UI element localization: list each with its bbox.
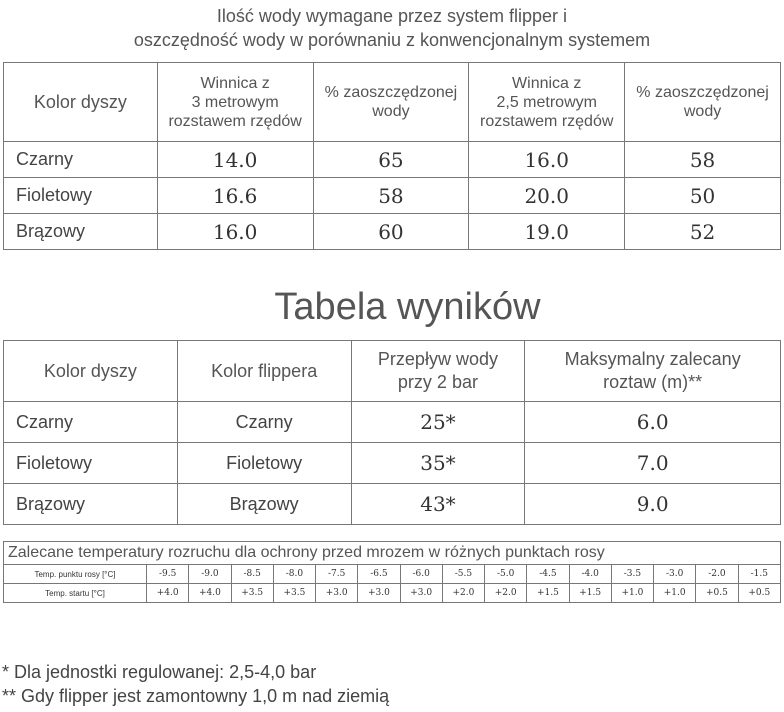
header-vineyard-3m	[157, 63, 313, 142]
row-saved-1-value: 60	[313, 214, 469, 250]
row-saved-2-value: 52	[625, 214, 781, 250]
water-table-header	[4, 63, 781, 142]
start-value: +2.0	[442, 584, 484, 603]
dew-value: -8.5	[231, 565, 273, 584]
header-saved-1-l1: % zaoszczędzonej	[324, 84, 458, 101]
start-value: +1.0	[654, 584, 696, 603]
header-vineyard-3m-l3: rozstawem rzędów	[168, 112, 302, 130]
water-table-title	[0, 4, 784, 52]
header-saved-1-l2: wody	[372, 103, 410, 120]
row-saved-2-value: 58	[625, 142, 781, 178]
row-vineyard-2-5m-value: 19.0	[469, 214, 625, 250]
header-saved-water-2	[625, 63, 781, 142]
dew-value: -7.5	[316, 565, 358, 584]
header-max-spacing	[525, 341, 781, 402]
start-value: +3.0	[316, 584, 358, 603]
header-spacing-l1: Maksymalny zalecany	[564, 349, 741, 369]
water-title-line2: oszczędność wody w porównaniu z konwencjonalnym systemem	[133, 30, 651, 50]
start-value: +0.5	[696, 584, 738, 603]
dew-value: -9.5	[147, 565, 189, 584]
footnote-1: * Dla jednostki regulowanej: 2,5-4,0 bar	[2, 662, 317, 682]
header-saved-2-l1: % zaoszczędzonej	[636, 84, 769, 101]
row-vineyard-2-5m-value: 16.0	[469, 142, 625, 178]
dew-value: -3.5	[611, 565, 653, 584]
header-flipper-color: Kolor flippera	[177, 341, 351, 402]
start-value: +2.0	[485, 584, 527, 603]
footnotes	[2, 660, 389, 708]
start-value: +3.5	[273, 584, 315, 603]
row-flipper-color: Brązowy	[177, 484, 351, 525]
dew-point-label: Temp. punktu rosy [°C]	[4, 565, 147, 584]
header-nozzle-color: Kolor dyszy	[4, 341, 178, 402]
row-max-spacing: 9.0	[525, 484, 781, 525]
frost-dew-row	[4, 565, 781, 584]
header-spacing-l2: roztaw (m)**	[603, 372, 703, 392]
header-flow-l2: przy 2 bar	[397, 372, 478, 392]
table-row	[4, 443, 781, 484]
row-saved-1-value: 58	[313, 178, 469, 214]
row-flipper-color: Czarny	[177, 402, 351, 443]
header-flow-l1: Przepływ wody	[377, 349, 498, 369]
header-saved-2-l2: wody	[683, 103, 722, 120]
dew-value: -4.0	[569, 565, 611, 584]
dew-value: -8.0	[273, 565, 315, 584]
header-vineyard-25-l2: 2,5 metrowym	[496, 93, 597, 111]
row-vineyard-3m-value: 16.0	[157, 214, 313, 250]
water-table	[3, 62, 781, 250]
row-max-spacing: 7.0	[525, 443, 781, 484]
header-saved-water-1	[313, 63, 469, 142]
start-value: +1.0	[611, 584, 653, 603]
dew-value: -5.5	[442, 565, 484, 584]
dew-value: -5.0	[485, 565, 527, 584]
results-table	[3, 340, 781, 525]
row-vineyard-3m-value: 16.6	[157, 178, 313, 214]
row-nozzle-color: Czarny	[4, 402, 178, 443]
row-nozzle-color: Fioletowy	[4, 443, 178, 484]
row-water-flow: 43*	[351, 484, 525, 525]
frost-table	[3, 541, 781, 603]
start-value: +1.5	[569, 584, 611, 603]
row-vineyard-2-5m-value: 20.0	[469, 178, 625, 214]
header-nozzle-color: Kolor dyszy	[4, 63, 158, 142]
results-table-header	[4, 341, 781, 402]
row-nozzle-color: Brązowy	[4, 214, 158, 250]
dew-value: -6.5	[358, 565, 400, 584]
dew-value: -1.5	[738, 565, 781, 584]
results-table-title: Tabela wyników	[274, 286, 541, 328]
table-row	[4, 402, 781, 443]
start-value: +1.5	[527, 584, 569, 603]
start-temp-label: Temp. startu [°C]	[4, 584, 147, 603]
start-value: +4.0	[147, 584, 189, 603]
dew-value: -6.0	[400, 565, 442, 584]
header-vineyard-3m-l1: Winnica z	[200, 74, 270, 92]
header-vineyard-2-5m	[469, 63, 625, 142]
dew-value: -3.0	[654, 565, 696, 584]
row-nozzle-color: Brązowy	[4, 484, 178, 525]
start-value: +3.0	[400, 584, 442, 603]
header-vineyard-25-l1: Winnica z	[512, 74, 582, 92]
row-flipper-color: Fioletowy	[177, 443, 351, 484]
table-row	[4, 484, 781, 525]
row-water-flow: 25*	[351, 402, 525, 443]
header-water-flow	[351, 341, 525, 402]
row-water-flow: 35*	[351, 443, 525, 484]
table-row	[4, 214, 781, 250]
start-value: +0.5	[738, 584, 781, 603]
dew-value: -2.0	[696, 565, 738, 584]
row-saved-2-value: 50	[625, 178, 781, 214]
row-nozzle-color: Fioletowy	[4, 178, 158, 214]
footnote-2: ** Gdy flipper jest zamontowny 1,0 m nad ziemią	[2, 686, 390, 706]
dew-value: -4.5	[527, 565, 569, 584]
dew-value: -9.0	[189, 565, 231, 584]
row-max-spacing: 6.0	[525, 402, 781, 443]
table-row	[4, 178, 781, 214]
table-row	[4, 142, 781, 178]
row-nozzle-color: Czarny	[4, 142, 158, 178]
frost-table-caption-row	[4, 542, 781, 565]
water-title-line1: Ilość wody wymagane przez system flipper i	[216, 6, 568, 26]
header-vineyard-25-l3: rozstawem rzędów	[480, 112, 614, 130]
start-value: +4.0	[189, 584, 231, 603]
frost-table-caption: Zalecane temperatury rozruchu dla ochrony przed mrozem w różnych punktach rosy	[4, 542, 781, 565]
row-vineyard-3m-value: 14.0	[157, 142, 313, 178]
start-value: +3.5	[231, 584, 273, 603]
row-saved-1-value: 65	[313, 142, 469, 178]
header-vineyard-3m-l2: 3 metrowym	[191, 93, 279, 111]
start-value: +3.0	[358, 584, 400, 603]
frost-start-row	[4, 584, 781, 603]
